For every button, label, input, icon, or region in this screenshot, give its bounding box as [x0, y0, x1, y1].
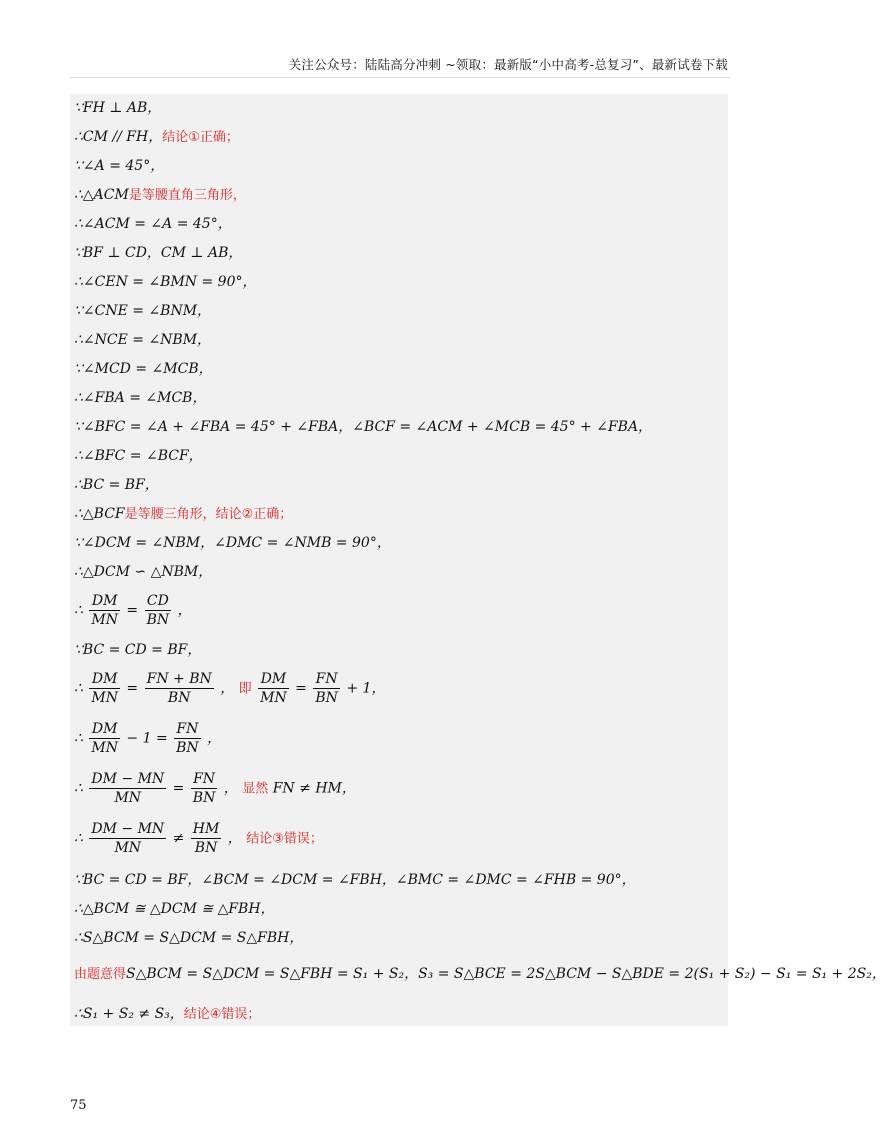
- conclusion-remark: 是等腰三角形，结论②正确；: [124, 507, 293, 522]
- proof-line: 由题意得S△BCM = S△DCM = S△FBH = S₁ + S₂，S₃ = S△BCE = 2S△BCM − S△BDE = 2(S₁ + S₂) − S₁ = S₁ + 2S₂，: [74, 966, 886, 982]
- fraction-line: ∴ $\frac{DM}{MN}$ = $\frac{CD}{BN}$ ，: [74, 593, 192, 628]
- proof-line: ∴△DCM ∽ △NBM，: [74, 564, 213, 580]
- proof-line: ∴S△BCM = S△DCM = S△FBH，: [74, 930, 304, 946]
- proof-line: ∴∠CEN = ∠BMN = 90°，: [74, 274, 257, 290]
- conclusion-remark: 结论③错误；: [246, 831, 323, 847]
- page-number: 75: [70, 1098, 87, 1113]
- proof-line: ∴∠NCE = ∠NBM，: [74, 332, 212, 348]
- proof-line: ∴∠BFC = ∠BCF，: [74, 448, 203, 464]
- fraction-line: ∴ $\frac{DM - MN}{MN}$ = $\frac{FN}{BN}$ ， 显然 FN ≠ HM，: [74, 771, 356, 806]
- proof-line: ∴∠FBA = ∠MCB，: [74, 390, 207, 406]
- proof-line: ∵∠DCM = ∠NBM，∠DMC = ∠NMB = 90°，: [74, 535, 391, 551]
- fraction: $\frac{DM}{MN}$: [260, 671, 287, 706]
- fraction: $\frac{DM - MN}{MN}$: [91, 771, 165, 806]
- proof-line: ∴△BCM ≅ △DCM ≅ △FBH，: [74, 901, 275, 917]
- proof-line: ∵∠BFC = ∠A + ∠FBA = 45° + ∠FBA，∠BCF = ∠ACM + ∠MCB = 45° + ∠FBA，: [74, 419, 653, 435]
- proof-line: ∵FH ⊥ AB，: [74, 100, 162, 116]
- fraction-line: ∴ $\frac{DM}{MN}$ − 1 = $\frac{FN}{BN}$ ，: [74, 721, 222, 756]
- fraction: $\frac{DM}{MN}$: [91, 721, 118, 756]
- fraction-line: ∴ $\frac{DM - MN}{MN}$ ≠ $\frac{HM}{BN}$ ， 结论③错误；: [74, 821, 323, 856]
- proof-line: ∴△BCF是等腰三角形，结论②正确；: [74, 506, 293, 522]
- proof-line: ∴S₁ + S₂ ≠ S₃，结论④错误；: [74, 1006, 261, 1022]
- fraction: $\frac{DM}{MN}$: [91, 671, 118, 706]
- proof-line: ∴CM // FH，结论①正确；: [74, 129, 239, 145]
- fraction-line: ∴ $\frac{DM}{MN}$ = $\frac{FN + BN}{BN}$ ， 即 $\frac{DM}{MN}$ = $\frac{FN}{BN}$ + 1，: [74, 671, 386, 706]
- page-header: 关注公众号：陆陆高分冲刺 ~领取：最新版“小中高考-总复习”、最新试卷下载: [288, 57, 728, 72]
- proof-line: ∴BC = BF，: [74, 477, 159, 493]
- proof-line: ∴△ACM是等腰直角三角形，: [74, 187, 246, 203]
- conclusion-remark: 结论①正确；: [162, 130, 239, 145]
- fraction: $\frac{FN + BN}{BN}$: [146, 671, 212, 706]
- proof-line: ∵BF ⊥ CD，CM ⊥ AB，: [74, 245, 243, 261]
- proof-line: ∵∠CNE = ∠BNM，: [74, 303, 212, 319]
- fraction: $\frac{DM - MN}{MN}$: [91, 821, 165, 856]
- proof-line: ∴∠ACM = ∠A = 45°，: [74, 216, 232, 232]
- fraction: $\frac{CD}{BN}$: [146, 593, 170, 628]
- proof-line: ∵BC = CD = BF，∠BCM = ∠DCM = ∠FBH，∠BMC = ∠DMC = ∠FHB = 90°，: [74, 872, 636, 888]
- fraction: $\frac{FN}{BN}$: [315, 671, 338, 706]
- conclusion-remark: 显然: [242, 781, 269, 797]
- fraction: $\frac{HM}{BN}$: [192, 821, 220, 856]
- fraction: $\frac{FN}{BN}$: [192, 771, 216, 806]
- proof-line: ∵∠MCD = ∠MCB，: [74, 361, 213, 377]
- conclusion-remark: 即: [238, 681, 252, 697]
- conclusion-remark: 结论④错误；: [183, 1007, 261, 1022]
- proof-line: ∵BC = CD = BF，: [74, 642, 202, 658]
- header-divider: [70, 77, 730, 78]
- fraction: $\frac{DM}{MN}$: [91, 593, 118, 628]
- proof-line: ∵∠A = 45°，: [74, 158, 165, 174]
- fraction: $\frac{FN}{BN}$: [176, 721, 199, 756]
- solution-content: [70, 94, 886, 1026]
- conclusion-remark: 由题意得: [74, 967, 127, 982]
- conclusion-remark: 是等腰直角三角形，: [128, 188, 246, 203]
